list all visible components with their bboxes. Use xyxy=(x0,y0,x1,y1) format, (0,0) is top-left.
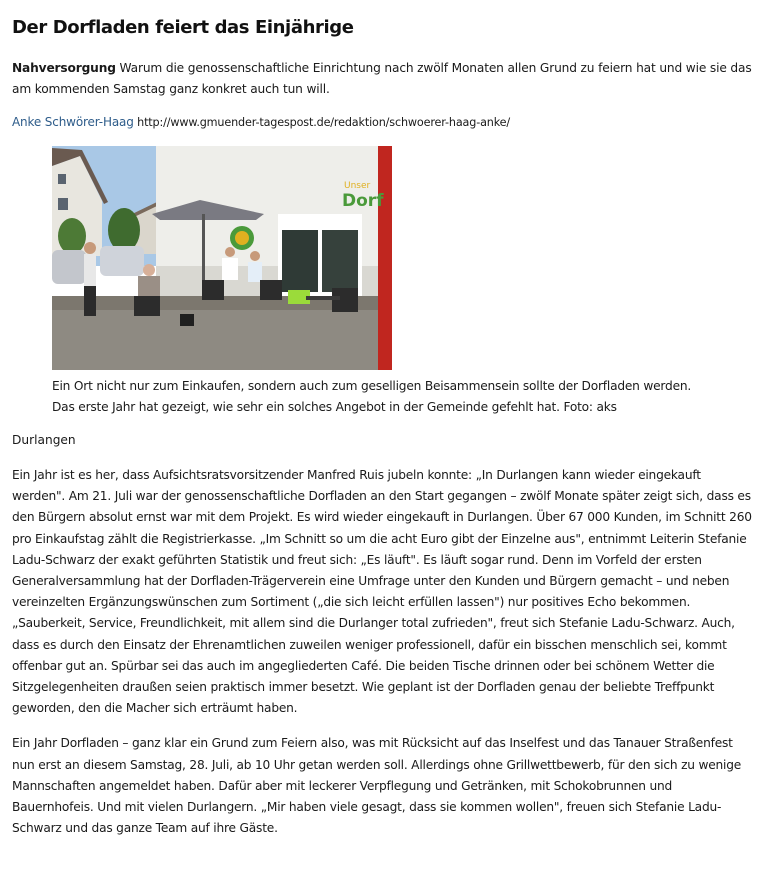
photo-guest-head xyxy=(143,264,155,276)
photo-tree xyxy=(108,208,140,252)
photo-sign-small: Unser xyxy=(344,181,371,191)
photo-illustration xyxy=(52,146,392,370)
photo-guest-3 xyxy=(248,262,262,282)
lead-text: Warum die genossenschaftliche Einrichtung nach zwölf Monaten allen Grund zu feiern hat und wie sie das am kommenden Samstag ganz konkret auch tun will. xyxy=(12,61,752,96)
photo-caption xyxy=(52,376,757,418)
photo-window-pane xyxy=(282,230,318,292)
article-title: Der Dorfladen feiert das Einjährige xyxy=(12,17,354,38)
article-paragraph-2: Ein Jahr Dorfladen – ganz klar ein Grund zum Feiern also, was mit Rücksicht auf das Inselfest und das Tanauer Straßenfest nun erst an diesem Samstag, 28. Juli, ab 10 Uhr getan werden soll. Allerdings ohne Grillwettbewerb, für den sich zu wenige Mannschaften angemeldet haben. Dafür aber mit leckerer Verpflegung und Getränken, mit Schokobrunnen und Bauernhofeis. Und mit vielen Durlangern. „Mir haben viele gesagt, dass sie kommen wollen", freuen sich Stefanie Ladu-Schwarz und das ganze Team auf ihre Gäste. xyxy=(12,736,742,836)
photo-dog xyxy=(180,314,194,326)
photo-chair-3 xyxy=(260,280,282,300)
photo-car-2 xyxy=(100,246,144,276)
caption-line-1: Ein Ort nicht nur zum Einkaufen, sondern auch zum geselligen Beisammensein sollte der Dorfladen werden. xyxy=(52,379,692,393)
photo-chair-2 xyxy=(202,280,224,300)
author-url: http://www.gmuender-tagespost.de/redaktion/schwoerer-haag-anke/ xyxy=(133,116,511,129)
photo-red-trim xyxy=(378,146,392,370)
article-paragraph-1: Ein Jahr ist es her, dass Aufsichtsratsvorsitzender Manfred Ruis jubeln konnte: „In Durlangen kann wieder eingekauft werden". Am 21. Juli war der genossenschaftliche Dorfladen an den Start gegangen – zwölf Monate später zeigt sich, dass es den Bürgern absolut ernst war mit dem Projekt. Es wird wieder eingekauft in Durlangen. Über 67 000 Kunden, im Schnitt 260 pro Einkaufstag zählt die Registrierkasse. „Im Schnitt so um die acht Euro gibt der Einzelne aus", entnimmt Leiterin Stefanie Ladu-Schwarz der exakt geführten Statistik und freut sich: „Es läuft". Es läuft sogar rund. Denn im Vorfeld der ersten Generalversammlung hat der Dorfladen-Trägerverein eine Umfrage unter den Kunden und Bürgern gemacht – und neben vereinzelten Ergänzungswünschen zum Sortiment („die sich leicht erfüllen lassen") nur positives Echo bekommen. „Sauberkeit, Service, Freundlichkeit, mit allem sind die Durlanger total zufrieden", freut sich Stefanie Ladu-Schwarz. Auch, dass es durch den Einsatz der Ehrenamtlichen zuweilen weniger professionell, dafür ein bisschen menschlich sei, kommt offenbar gut an. Spürbar sei das auch im angegliederten Café. Die beiden Tische drinnen oder bei schönem Wetter die Sitzgelegenheiten draußen seien praktisch immer besetzt. Wie geplant ist der Dorfladen genau der beliebte Treffpunkt geworden, den die Macher sich erträumt haben. xyxy=(12,468,752,716)
photo-person-standing xyxy=(84,254,96,288)
byline xyxy=(12,113,757,132)
article-lead xyxy=(12,58,757,100)
photo-house-window-2 xyxy=(58,174,66,184)
lead-kicker: Nahversorgung xyxy=(12,61,116,75)
photo-window-pane-2 xyxy=(322,230,358,292)
photo-chair xyxy=(134,296,160,316)
photo-sign-large: Dorf xyxy=(342,191,384,211)
photo-guest-3-head xyxy=(250,251,260,261)
photo-guest-2 xyxy=(222,258,238,280)
author-link[interactable]: Anke Schwörer-Haag xyxy=(12,115,134,129)
article xyxy=(12,14,757,839)
photo-guest-2-head xyxy=(225,247,235,257)
photo-tree-2 xyxy=(58,218,86,254)
photo-person-legs xyxy=(84,286,96,316)
photo-car xyxy=(52,250,86,284)
dateline: Durlangen xyxy=(12,433,76,447)
photo-table xyxy=(306,296,340,300)
photo-house-window xyxy=(58,198,68,210)
photo-person-head xyxy=(84,242,96,254)
caption-line-2: Das erste Jahr hat gezeigt, wie sehr ein solches Angebot in der Gemeinde gefehlt hat. Foto: aks xyxy=(52,400,617,414)
article-photo xyxy=(52,146,392,370)
photo-logo-inner xyxy=(235,231,249,245)
